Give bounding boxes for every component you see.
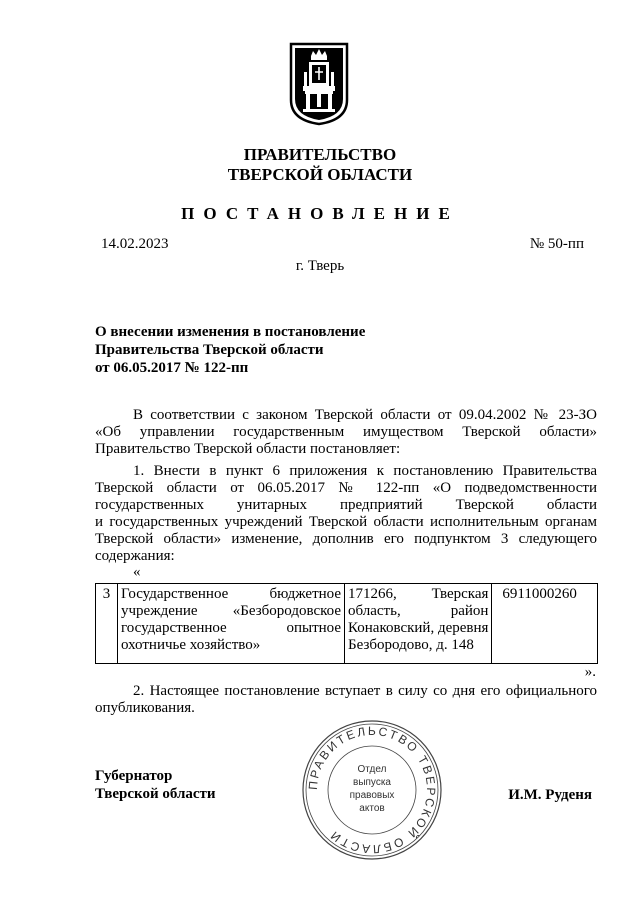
address-line: область, район xyxy=(348,603,489,619)
institution-name-cell xyxy=(118,584,345,664)
signatory-position-line2: Тверской области xyxy=(95,786,216,802)
preamble-paragraph xyxy=(95,407,597,458)
document-subject xyxy=(95,323,415,377)
subject-line2: Правительства Тверской области xyxy=(95,342,324,358)
document-city: г. Тверь xyxy=(295,258,345,274)
item2-line1: 2. Настоящее постановление вступает в силу со дня его официального xyxy=(133,683,597,699)
name-line: государственное опытное xyxy=(121,620,341,636)
address-line: Безбородово, д. 148 xyxy=(348,637,474,653)
stamp-inner-line3: правовых xyxy=(349,790,395,801)
item1-line1: 1. Внести в пункт 6 приложения к постановлению Правительства xyxy=(133,463,597,479)
signatory-name: И.М. Руденя xyxy=(508,787,592,803)
document-type-heading: ПОСТАНОВЛЕНИЕ xyxy=(181,204,459,223)
name-line: Государственное бюджетное xyxy=(121,586,341,602)
row-number-cell: 3 xyxy=(96,584,118,664)
signatory-position xyxy=(95,767,216,803)
item1-line3: государственных унитарных предприятий Тверской области xyxy=(95,497,597,513)
preamble-line2: «Об управлении государственным имуществом Тверской области» xyxy=(95,424,597,440)
address-cell xyxy=(345,584,492,664)
stamp-ring-text: ПРАВИТЕЛЬСТВО ТВЕРСКОЙ ОБЛАСТИ xyxy=(305,723,439,857)
stamp-inner-text xyxy=(340,763,404,815)
subject-line1: О внесении изменения в постановление xyxy=(95,324,366,340)
opening-quote: « xyxy=(133,564,141,580)
address-line: Конаковский, деревня xyxy=(348,620,489,636)
item2-paragraph xyxy=(95,683,597,717)
item1-paragraph xyxy=(95,463,597,565)
item1-line4: и государственных учреждений Тверской области исполнительным органам xyxy=(95,514,597,530)
government-title-line2: ТВЕРСКОЙ ОБЛАСТИ xyxy=(227,165,413,184)
item2-line2: опубликования. xyxy=(95,700,195,716)
tver-coat-of-arms-icon xyxy=(289,42,349,126)
name-line: учреждение «Безбородовское xyxy=(121,603,341,619)
name-line: охотничье хозяйство» xyxy=(121,637,261,653)
closing-quote: ». xyxy=(584,664,596,680)
signatory-position-line1: Губернатор xyxy=(95,768,173,784)
stamp-inner-line4: актов xyxy=(359,803,385,814)
subject-line3: от 06.05.2017 № 122-пп xyxy=(95,360,249,376)
document-number: № 50-пп xyxy=(529,236,584,252)
preamble-line1: В соответствии с законом Тверской области от 09.04.2002 № 23-ЗО xyxy=(133,407,597,423)
item1-line2: Тверской области от 06.05.2017 № 122-пп «О подведомственности xyxy=(95,480,597,496)
stamp-inner-line2: выпуска xyxy=(353,777,391,788)
inserted-table xyxy=(95,583,598,664)
stamp-inner-line1: Отдел xyxy=(357,764,387,775)
document-date: 14.02.2023 xyxy=(101,236,169,252)
government-title-line1: ПРАВИТЕЛЬСТВО xyxy=(243,145,397,164)
inn-cell: 6911000260 xyxy=(492,584,598,664)
preamble-line3: Правительство Тверской области постановляет: xyxy=(95,441,401,457)
table-row xyxy=(96,584,598,664)
item1-line5: Тверской области» изменение, дополнив его подпунктом 3 следующего xyxy=(95,531,597,547)
address-line: 171266, Тверская xyxy=(348,586,489,602)
government-title xyxy=(0,145,640,185)
item1-line6: содержания: xyxy=(95,548,175,564)
